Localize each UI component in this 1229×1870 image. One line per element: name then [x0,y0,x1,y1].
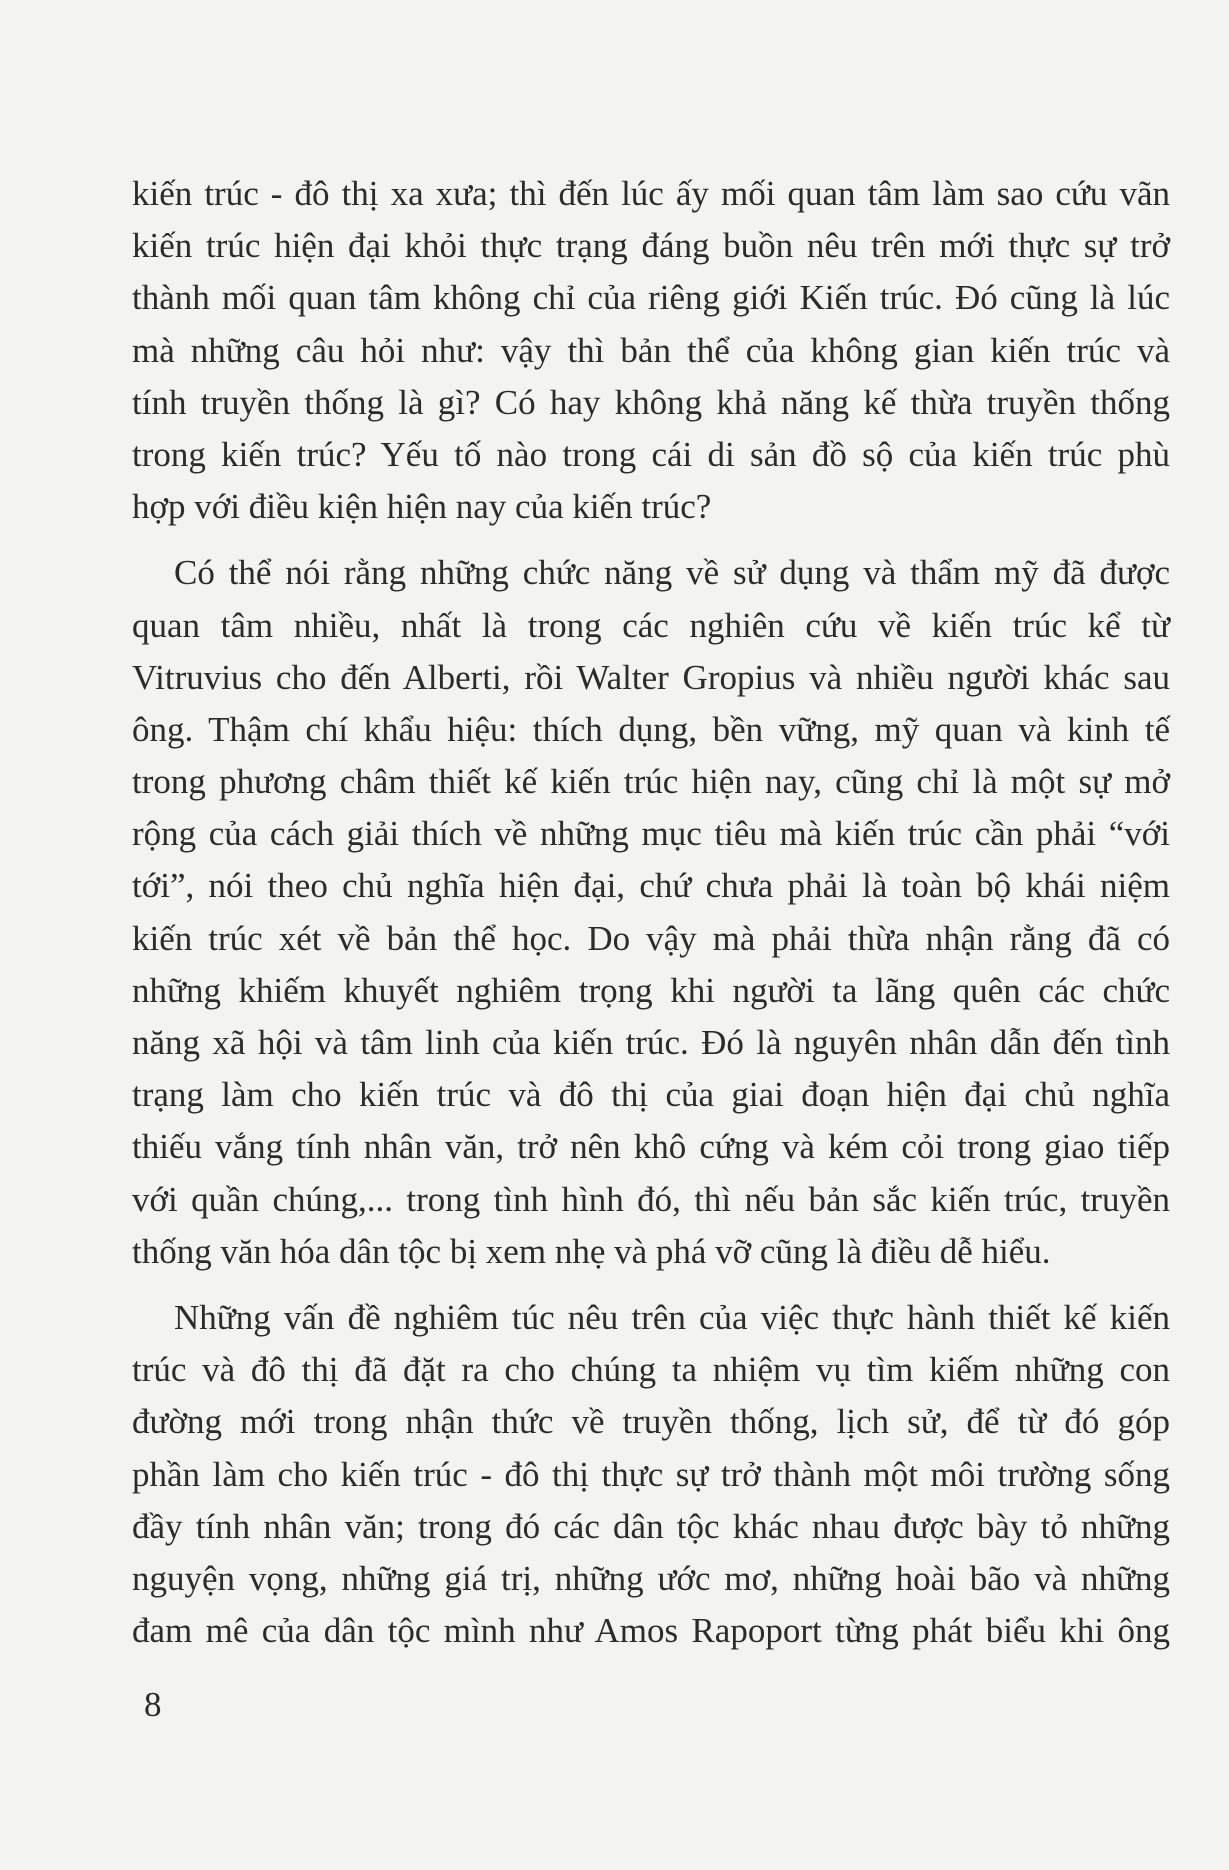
text-line: Vitruvius cho đến Alberti, rồi Walter Gropius và nhiều người khác sau [132,657,1170,697]
text-line: nguyện vọng, những giá trị, những ước mơ, những hoài bão và những [132,1558,1170,1598]
page-number: 8 [144,1685,162,1724]
body-text [132,168,1170,1657]
text-line: rộng của cách giải thích về những mục tiêu mà kiến trúc cần phải “với [132,814,1170,854]
text-line: tới”, nói theo chủ nghĩa hiện đại, chứ chưa phải là toàn bộ khái niệm [132,866,1170,906]
text-line: mà những câu hỏi như: vậy thì bản thể của không gian kiến trúc và [132,330,1170,370]
paragraph-gap [132,533,1170,547]
text-line: kiến trúc hiện đại khỏi thực trạng đáng buồn nêu trên mới thực sự trở [132,226,1170,266]
text-line: trong phương châm thiết kế kiến trúc hiện nay, cũng chỉ là một sự mở [132,762,1170,802]
text-line: trạng làm cho kiến trúc và đô thị của giai đoạn hiện đại chủ nghĩa [132,1075,1170,1115]
text-line: trúc và đô thị đã đặt ra cho chúng ta nhiệm vụ tìm kiếm những con [132,1350,1170,1390]
text-line: năng xã hội và tâm linh của kiến trúc. Đó là nguyên nhân dẫn đến tình [132,1023,1170,1062]
text-line: với quần chúng,... trong tình hình đó, thì nếu bản sắc kiến trúc, truyền [132,1179,1170,1219]
paragraph-2 [132,547,1170,1278]
text-line: đầy tính nhân văn; trong đó các dân tộc khác nhau được bày tỏ những [132,1506,1170,1546]
text-line: đam mê của dân tộc mình như Amos Rapoport từng phát biểu khi ông [132,1611,1170,1651]
text-line: thống văn hóa dân tộc bị xem nhẹ và phá vỡ cũng là điều dễ hiểu. [132,1231,1051,1271]
text-line: quan tâm nhiều, nhất là trong các nghiên cứu về kiến trúc kể từ [132,605,1170,645]
paragraph-1 [132,168,1170,533]
text-line: Có thể nói rằng những chức năng về sử dụng và thẩm mỹ đã được [174,553,1170,593]
text-line: Những vấn đề nghiêm túc nêu trên của việc thực hành thiết kế kiến [174,1297,1170,1337]
text-line: ông. Thậm chí khẩu hiệu: thích dụng, bền vững, mỹ quan và kinh tế [132,709,1170,749]
text-line: thành mối quan tâm không chỉ của riêng giới Kiến trúc. Đó cũng là lúc [132,278,1170,318]
text-line: kiến trúc - đô thị xa xưa; thì đến lúc ấy mối quan tâm làm sao cứu vãn [132,174,1170,213]
text-line: đường mới trong nhận thức về truyền thống, lịch sử, để từ đó góp [132,1402,1170,1442]
text-line: kiến trúc xét về bản thể học. Do vậy mà phải thừa nhận rằng đã có [132,918,1170,958]
text-line: thiếu vắng tính nhân văn, trở nên khô cứng và kém cỏi trong giao tiếp [132,1127,1170,1167]
paragraph-gap [132,1278,1170,1292]
text-line: hợp với điều kiện hiện nay của kiến trúc? [132,487,712,527]
text-line: những khiếm khuyết nghiêm trọng khi người ta lãng quên các chức [132,970,1170,1010]
paragraph-3 [132,1292,1170,1657]
text-line: tính truyền thống là gì? Có hay không khả năng kế thừa truyền thống [132,382,1170,422]
text-line: trong kiến trúc? Yếu tố nào trong cái di sản đồ sộ của kiến trúc phù [132,434,1170,474]
text-line: phần làm cho kiến trúc - đô thị thực sự trở thành một môi trường sống [132,1454,1170,1494]
